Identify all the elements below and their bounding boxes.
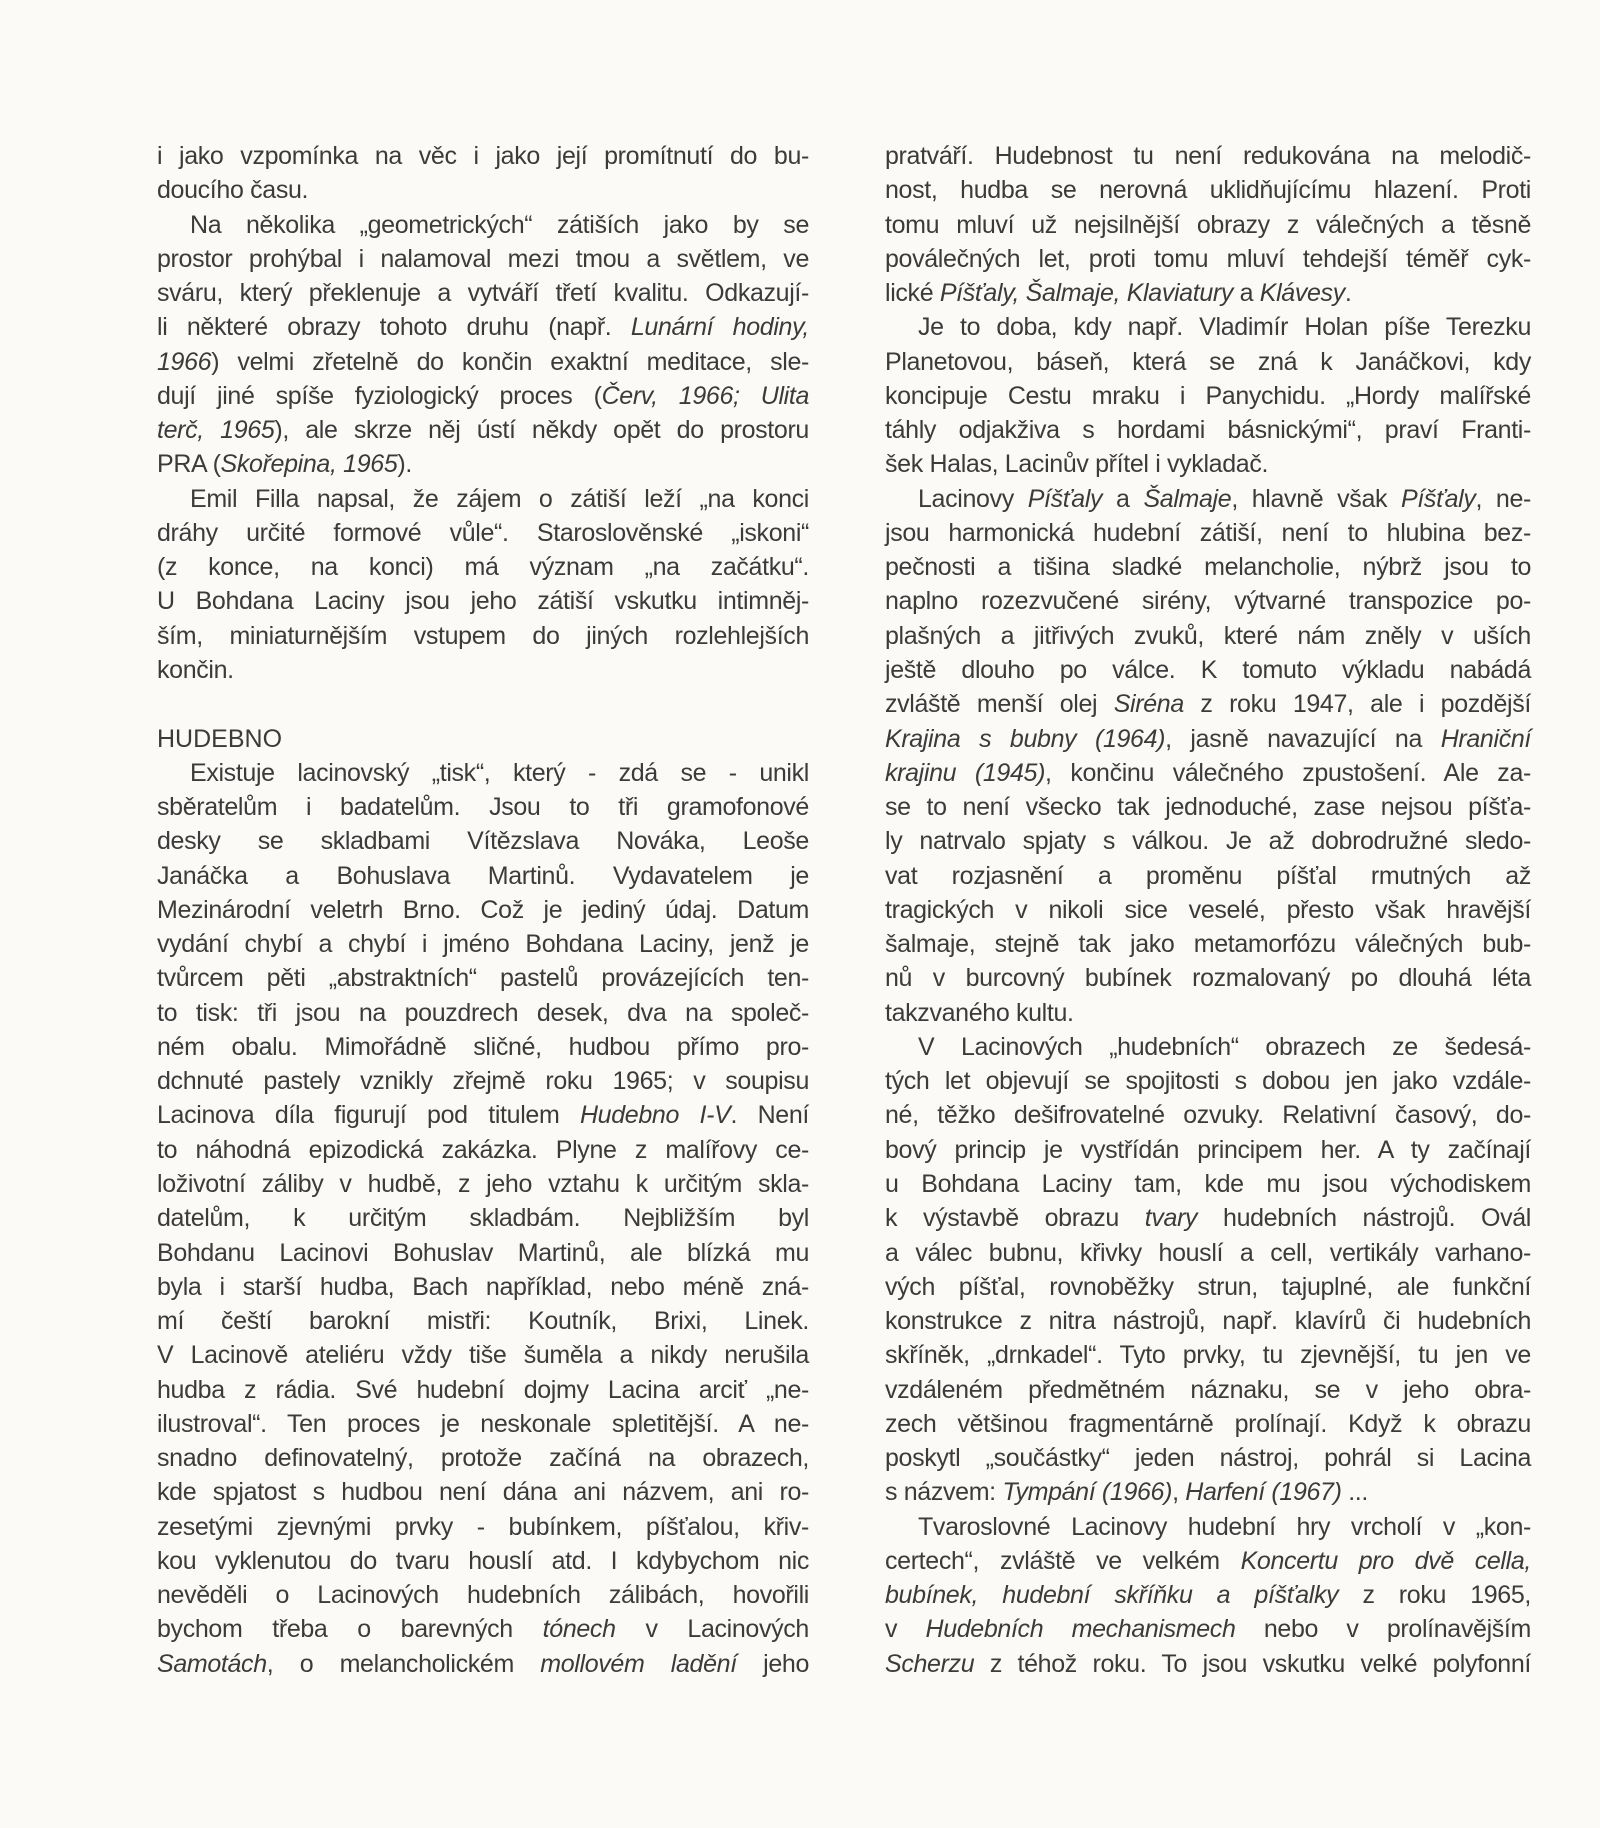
text-line: zesetými zjevnými prvky - bubínkem, píšťalou, křiv- xyxy=(157,1512,809,1541)
text-line: vých píšťal, rovnoběžky strun, tajuplné, ale funkční xyxy=(885,1272,1531,1301)
text-line: poválečných let, proti tomu mluví tehdejší téměř cyk- xyxy=(885,244,1531,273)
text-line: bubínek, hudební skříňku a píšťalky z roku 1965, xyxy=(885,1581,1532,1610)
text-line: Lacinova díla figurují pod titulem Hudebno I-V. Není xyxy=(157,1101,809,1130)
text-line: vat rozjasnění a proměnu píšťal rmutných až xyxy=(885,861,1531,890)
text-line: se to není všecko tak jednoduché, zase nejsou píšťa- xyxy=(885,793,1531,822)
text-line: Tvaroslovné Lacinovy hudební hry vrcholí v „kon- xyxy=(918,1512,1531,1541)
text-line: PRA (Skořepina, 1965). xyxy=(157,450,412,479)
text-line: Existuje lacinovský „tisk“, který - zdá se - unikl xyxy=(190,758,809,787)
text-line: Scherzu z téhož roku. To jsou vskutku velké polyfonní xyxy=(885,1649,1531,1678)
text-line: končin. xyxy=(157,655,234,684)
text-line: nost, hudba se nerovná uklidňujícímu hlazení. Proti xyxy=(885,176,1531,205)
text-line: Emil Filla napsal, že zájem o zátiší leží „na konci xyxy=(190,484,809,513)
text-line: vzdáleném předmětném náznaku, se v jeho obra- xyxy=(885,1375,1531,1404)
text-line: tých let objevují se spojitosti s dobou jen jako vzdále- xyxy=(885,1067,1531,1096)
text-line: sváru, který překlenuje a vytváří třetí kvalitu. Odkazují- xyxy=(157,279,809,308)
text-line: hudba z rádia. Své hudební dojmy Lacina arciť „ne- xyxy=(157,1375,809,1404)
text-line: šek Halas, Lacinův přítel i vykladač. xyxy=(885,450,1269,479)
text-line: Samotách, o melancholickém mollovém ladění jeho xyxy=(157,1649,809,1678)
text-line: byla i starší hudba, Bach například, nebo méně zná- xyxy=(157,1272,809,1301)
text-line: V Lacinově ateliéru vždy tiše šuměla a nikdy nerušila xyxy=(157,1341,809,1370)
text-line: prostor prohýbal i nalamoval mezi tmou a světlem, ve xyxy=(157,244,809,273)
text-line: Je to doba, kdy např. Vladimír Holan píše Terezku xyxy=(918,313,1531,342)
text-line: Na několika „geometrických“ zátiších jako by se xyxy=(190,210,809,239)
text-line: dráhy určité formové vůle“. Staroslověnské „iskoni“ xyxy=(157,518,809,547)
text-line: datelům, k určitým skladbám. Nejbližším byl xyxy=(157,1204,809,1233)
text-line: (z konce, na konci) má význam „na začátku“. xyxy=(157,553,809,582)
text-line: poskytl „součástky“ jeden nástroj, pohrál si Lacina xyxy=(885,1444,1531,1473)
text-line: táhly odjakživa s hordami básnickými“, praví Franti- xyxy=(885,416,1531,445)
text-column-left xyxy=(157,139,809,1681)
blank-line xyxy=(157,687,809,721)
text-line: ném obalu. Mimořádně sličné, hudbou přímo pro- xyxy=(157,1032,809,1061)
text-line: takzvaného kultu. xyxy=(885,998,1074,1027)
text-line: pečnosti a tišina sladké melancholie, nýbrž jsou to xyxy=(885,553,1531,582)
text-line: to náhodná epizodická zakázka. Plyne z malířovy ce- xyxy=(157,1135,809,1164)
text-line: Mezinárodní veletrh Brno. Což je jediný údaj. Datum xyxy=(157,895,809,924)
text-line: Planetovou, báseň, která se zná k Janáčkovi, kdy xyxy=(885,347,1531,376)
text-line: 1966) velmi zřetelně do končin exaktní meditace, sle- xyxy=(157,347,809,376)
text-line: naplno rozezvučené sirény, výtvarné transpozice po- xyxy=(885,587,1531,616)
text-line: k výstavbě obrazu tvary hudebních nástrojů. Ovál xyxy=(885,1204,1532,1233)
text-line: Bohdanu Lacinovi Bohuslav Martinů, ale blízká mu xyxy=(157,1238,809,1267)
text-line: nevěděli o Lacinových hudebních zálibách, hovořili xyxy=(157,1581,809,1610)
text-line: krajinu (1945), končinu válečného zpustošení. Ale za- xyxy=(885,758,1531,787)
text-line: v Hudebních mechanismech nebo v prolínavějším xyxy=(885,1615,1531,1644)
text-line: né, těžko dešifrovatelné ozvuky. Relativní časový, do- xyxy=(885,1101,1531,1130)
text-line: to tisk: tři jsou na pouzdrech desek, dva na společ- xyxy=(157,998,809,1027)
text-line: skříněk, „drnkadel“. Tyto prvky, tu zjevnější, tu jen ve xyxy=(885,1341,1531,1370)
text-line: bychom třeba o barevných tónech v Lacinových xyxy=(157,1615,809,1644)
text-line: Krajina s bubny (1964), jasně navazující na Hraniční xyxy=(885,724,1531,753)
text-line: loživotní záliby v hudbě, z jeho vztahu k určitým skla- xyxy=(157,1169,809,1198)
text-line: ilustroval“. Ten proces je neskonale spletitější. A ne- xyxy=(157,1409,809,1438)
text-line: dchnuté pastely vznikly zřejmě roku 1965; v soupisu xyxy=(157,1067,809,1096)
text-line: plašných a jitřivých zvuků, které nám zněly v uších xyxy=(885,621,1531,650)
text-line: V Lacinových „hudebních“ obrazech ze šedesá- xyxy=(918,1032,1531,1061)
text-line: kou vyklenutou do tvaru houslí atd. I kdybychom nic xyxy=(157,1546,809,1575)
text-line: Lacinovy Píšťaly a Šalmaje, hlavně však Píšťaly, ne- xyxy=(918,484,1531,513)
section-heading: HUDEBNO xyxy=(157,724,283,753)
text-line: terč, 1965), ale skrze něj ústí někdy opět do prostoru xyxy=(157,416,809,445)
text-line: koncipuje Cestu mraku i Panychidu. „Hordy malířské xyxy=(885,381,1531,410)
text-line: jsou harmonická hudební zátiší, není to hlubina bez- xyxy=(885,518,1531,547)
text-line: vydání chybí a chybí i jméno Bohdana Laciny, jenž je xyxy=(157,930,809,959)
text-line: snadno definovatelný, protože začíná na obrazech, xyxy=(157,1444,809,1473)
text-line: mí čeští barokní mistři: Koutník, Brixi, Linek. xyxy=(157,1307,809,1336)
text-line: konstrukce z nitra nástrojů, např. klavírů či hudebních xyxy=(885,1307,1531,1336)
text-line: zvláště menší olej Siréna z roku 1947, ale i pozdější xyxy=(885,690,1531,719)
text-line: doucího času. xyxy=(157,176,309,205)
text-line: tvůrcem pěti „abstraktních“ pastelů provázejících ten- xyxy=(157,964,809,993)
text-line: certech“, zvláště ve velkém Koncertu pro dvě cella, xyxy=(885,1546,1531,1575)
text-line: Janáčka a Bohuslava Martinů. Vydavatelem je xyxy=(157,861,809,890)
text-line: desky se skladbami Vítězslava Nováka, Leoše xyxy=(157,827,809,856)
text-line: i jako vzpomínka na věc i jako její promítnutí do bu- xyxy=(157,142,809,170)
text-line: pratváří. Hudebnost tu není redukována na melodič- xyxy=(885,142,1531,170)
text-line: dují jiné spíše fyziologický proces (Červ, 1966; Ulita xyxy=(157,381,809,410)
text-line: li některé obrazy tohoto druhu (např. Lunární hodiny, xyxy=(157,313,809,342)
text-line: ším, miniaturnějším vstupem do jiných rozlehlejších xyxy=(157,621,809,650)
text-line: u Bohdana Laciny tam, kde mu jsou východiskem xyxy=(885,1169,1531,1198)
text-line: sběratelům i badatelům. Jsou to tři gramofonové xyxy=(157,793,809,822)
text-line: zech většinou fragmentárně prolínají. Když k obrazu xyxy=(885,1409,1531,1438)
text-line: ještě dlouho po válce. K tomuto výkladu nabádá xyxy=(885,655,1531,684)
text-line: kde spjatost s hudbou není dána ani názvem, ani ro- xyxy=(157,1478,809,1507)
text-line: tragických v nikoli sice veselé, přesto však hravější xyxy=(885,895,1531,924)
text-line: a válec bubnu, křivky houslí a cell, vertikály varhano- xyxy=(885,1238,1531,1267)
text-line: tomu mluví už nejsilnější obrazy z válečných a těsně xyxy=(885,210,1531,239)
text-line: s názvem: Tympání (1966), Harfení (1967) ... xyxy=(885,1478,1368,1507)
text-line: ly natrvalo spjaty s válkou. Je až dobrodružné sledo- xyxy=(885,827,1531,856)
text-line: nů v burcovný bubínek rozmalovaný po dlouhá léta xyxy=(885,964,1531,993)
text-line: lické Píšťaly, Šalmaje, Klaviatury a Klávesy. xyxy=(885,279,1352,308)
text-line: šalmaje, stejně tak jako metamorfózu válečných bub- xyxy=(885,930,1531,959)
text-column-right xyxy=(885,139,1531,1681)
text-line: bový princip je vystřídán principem her. A ty začínají xyxy=(885,1135,1531,1164)
text-line: U Bohdana Laciny jsou jeho zátiší vskutku intimněj- xyxy=(157,587,809,616)
